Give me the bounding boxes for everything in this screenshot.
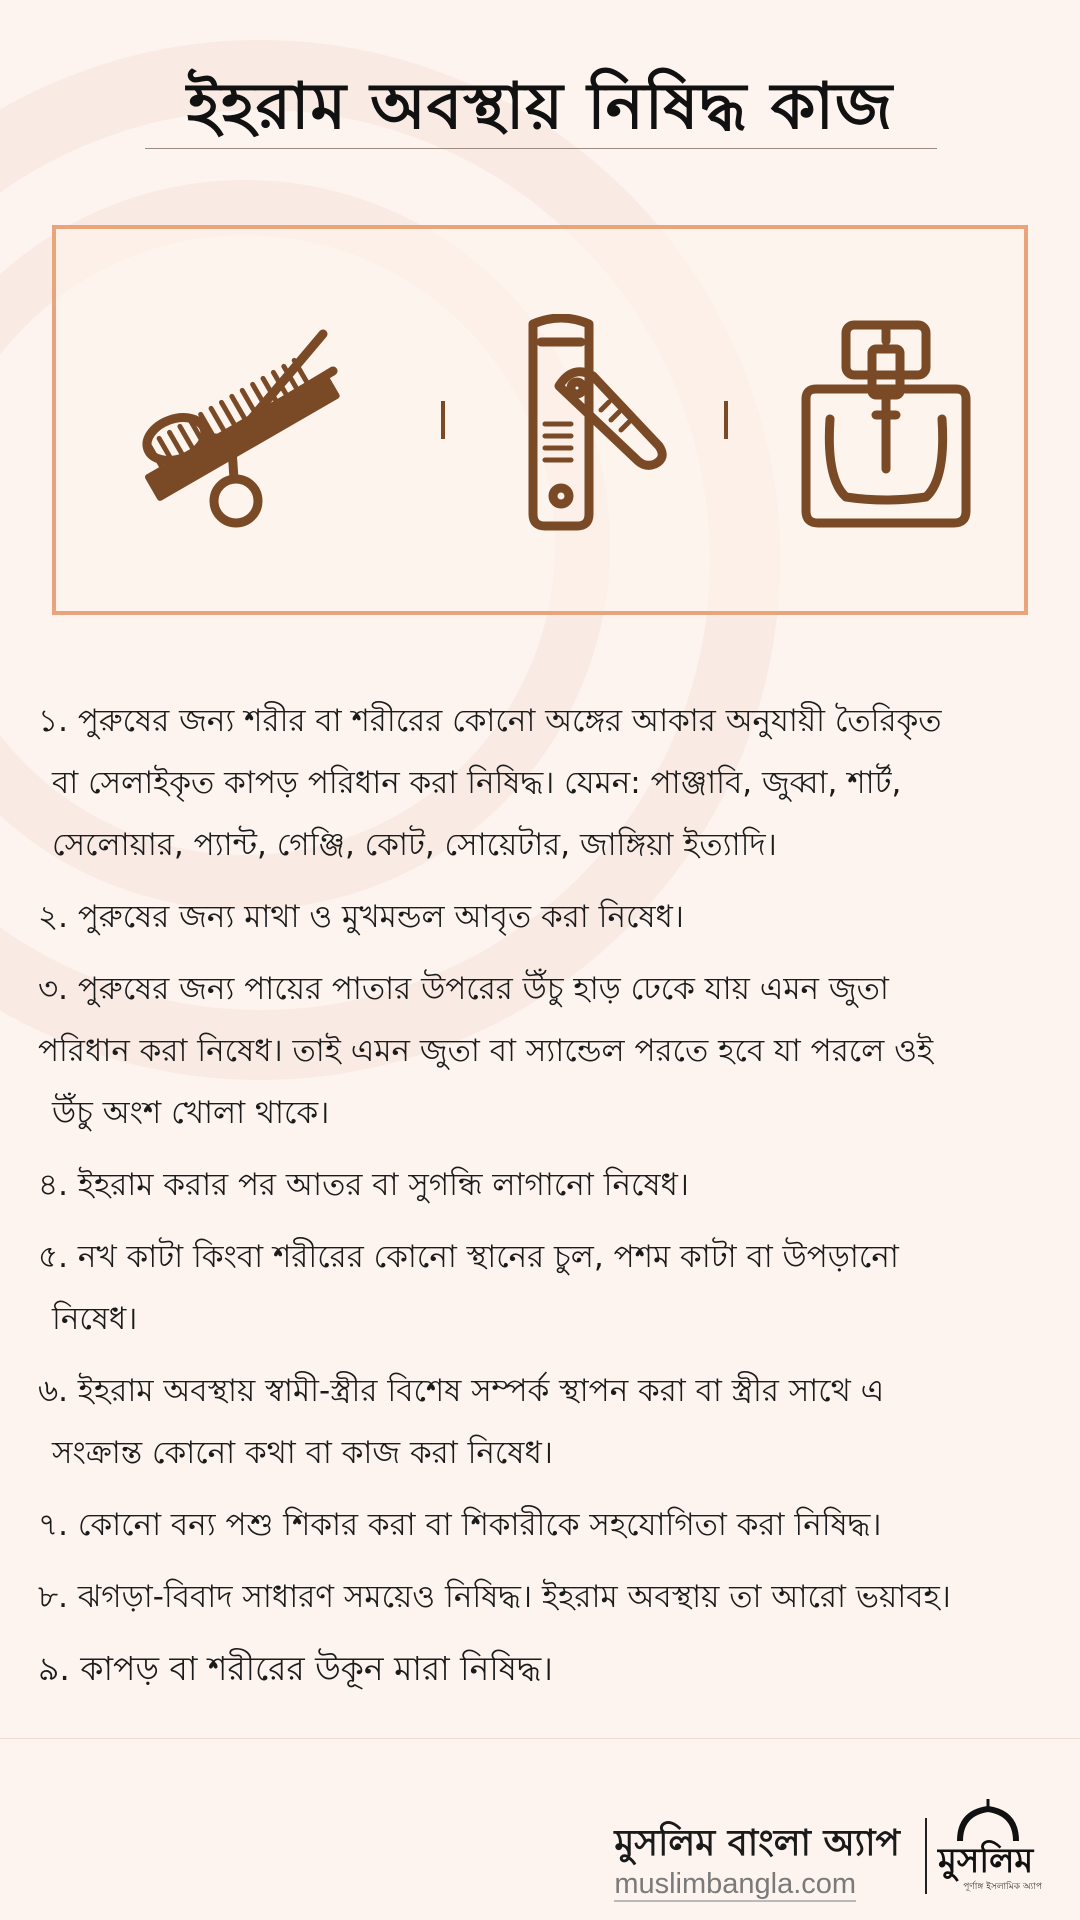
perfume-bottle-icon xyxy=(796,319,976,529)
rule-item-1 xyxy=(38,690,1048,876)
rule-line: ৭. কোনো বন্য পশু শিকার করা বা শিকারীকে সহযোগিতা করা নিষিদ্ধ। xyxy=(38,1507,882,1543)
rule-item-4 xyxy=(38,1154,1048,1216)
icon-separator xyxy=(724,401,728,439)
logo-tagline: পূর্ণাঙ্গ ইসলামিক অ্যাপ xyxy=(963,1882,1042,1892)
brand-block xyxy=(614,1822,900,1902)
rule-line: ৯. কাপড় বা শরীরের উকূন মারা নিষিদ্ধ। xyxy=(38,1649,553,1688)
brand-name: মুসলিম বাংলা অ্যাপ xyxy=(614,1823,900,1864)
rules-list xyxy=(38,690,1048,1710)
brand-url-link[interactable]: muslimbangla.com xyxy=(614,1868,857,1900)
rule-line: ৬. ইহরাম অবস্থায় স্বামী-স্ত্রীর বিশেষ সম্পর্ক স্থাপন করা বা স্ত্রীর সাথে এ xyxy=(38,1373,885,1409)
rule-line: পরিধান করা নিষেধ। তাই এমন জুতা বা স্যান্ডেল পরতে হবে যা পরলে ওই xyxy=(38,1033,934,1069)
rule-line: নিষেধ। xyxy=(52,1301,138,1337)
rule-line: সেলোয়ার, প্যান্ট, গেঞ্জি, কোট, সোয়েটার, জাঙ্গিয়া ইত্যাদি। xyxy=(52,827,777,863)
icon-panel xyxy=(52,225,1028,615)
rule-item-9 xyxy=(38,1638,1048,1700)
logo-wordmark: মুসলিম xyxy=(938,1841,1034,1881)
brand-divider xyxy=(925,1818,927,1894)
page-title: ইহরাম অবস্থায় নিষিদ্ধ কাজ xyxy=(186,70,894,144)
rule-item-6 xyxy=(38,1360,1048,1484)
rule-item-2 xyxy=(38,886,1048,948)
title-divider xyxy=(145,148,937,149)
rule-line: সংক্রান্ত কোনো কথা বা কাজ করা নিষেধ। xyxy=(52,1435,553,1471)
scissors-comb-icon xyxy=(118,319,358,539)
rule-item-7 xyxy=(38,1494,1048,1556)
rule-item-5 xyxy=(38,1226,1048,1350)
nail-clipper-icon xyxy=(511,314,671,534)
rule-line: উঁচু অংশ খোলা থাকে। xyxy=(52,1095,330,1131)
footer-divider xyxy=(0,1738,1080,1739)
rule-line: ১. পুরুষের জন্য শরীর বা শরীরের কোনো অঙ্গের আকার অনুযায়ী তৈরিকৃত xyxy=(38,703,942,739)
icon-separator xyxy=(441,401,445,439)
rule-line: ৪. ইহরাম করার পর আতর বা সুগন্ধি লাগানো নিষেধ। xyxy=(38,1167,689,1203)
rule-line: ৩. পুরুষের জন্য পায়ের পাতার উপরের উঁচু হাড় ঢেকে যায় এমন জুতা xyxy=(38,971,889,1007)
mosque-dome-icon xyxy=(938,1795,1038,1845)
rule-item-3 xyxy=(38,958,1048,1144)
rule-item-8 xyxy=(38,1566,1048,1628)
rule-line: ৫. নখ কাটা কিংবা শরীরের কোনো স্থানের চুল, পশম কাটা বা উপড়ানো xyxy=(38,1239,899,1275)
rule-line: ৮. ঝগড়া-বিবাদ সাধারণ সময়েও নিষিদ্ধ। ইহরাম অবস্থায় তা আরো ভয়াবহ। xyxy=(38,1579,951,1615)
rule-line: ২. পুরুষের জন্য মাথা ও মুখমন্ডল আবৃত করা নিষেধ। xyxy=(38,899,685,935)
rule-line: বা সেলাইকৃত কাপড় পরিধান করা নিষিদ্ধ। যেমন: পাঞ্জাবি, জুব্বা, শার্ট, xyxy=(52,765,902,801)
app-logo xyxy=(938,1795,1042,1894)
